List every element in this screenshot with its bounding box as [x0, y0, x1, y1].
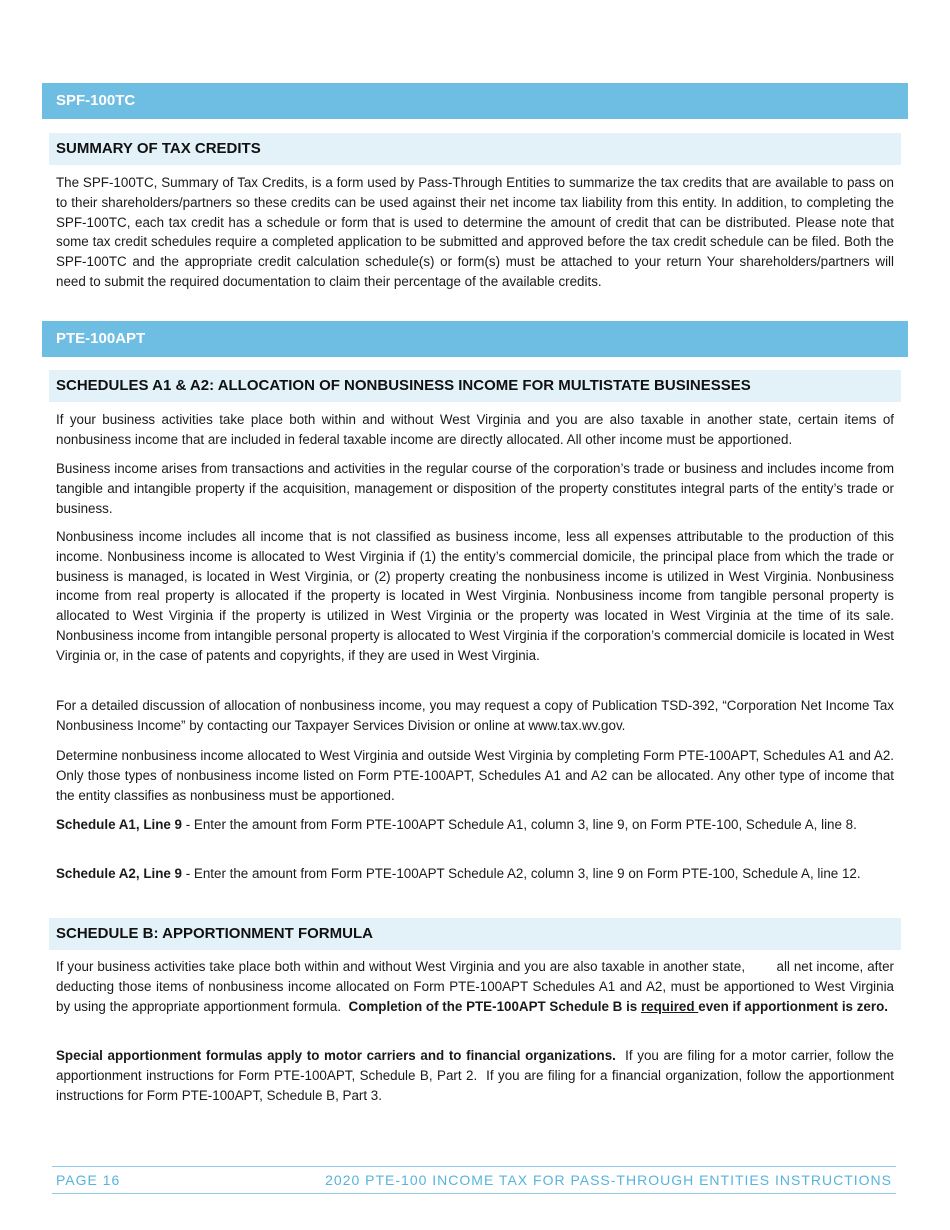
- schedB-1-underline: required: [640, 998, 699, 1014]
- schedule-a1-label: Schedule A1, Line 9: [56, 817, 183, 832]
- paragraph-schedB-1: [56, 957, 898, 1016]
- schedB-2-bold: Special apportionment formulas apply to motor carriers and to financial organizations.: [56, 1048, 616, 1063]
- section-header-pte-100apt: PTE-100APT: [42, 321, 908, 357]
- schedule-a1-text: - Enter the amount from Form PTE-100APT Schedule A1, column 3, line 9, on Form PTE-100, Schedule A, line 8.: [182, 817, 857, 832]
- heading-summary-of-tax-credits: SUMMARY OF TAX CREDITS: [49, 133, 901, 165]
- heading-schedules-a1-a2: SCHEDULES A1 & A2: ALLOCATION OF NONBUSINESS INCOME FOR MULTISTATE BUSINESSES: [49, 370, 901, 402]
- paragraph-schedA-5: Determine nonbusiness income allocated to West Virginia and outside West Virginia by completing Form PTE-100APT, Schedules A1 and A2. Only those types of nonbusiness income listed on Form PTE-100APT, Schedules A1 and A2 can be allocated. Any other type of income that the entity classifies as nonbusiness must be apportioned.: [56, 748, 894, 803]
- paragraph-schedB-2: [56, 1046, 898, 1105]
- paragraph-summary-body: The SPF-100TC, Summary of Tax Credits, is a form used by Pass-Through Entities to summarize the tax credits that are available to pass on to their shareholders/partners so these credits can be used against their net income tax liability from this entity. In addition, to completing the SPF-100TC, each tax credit has a schedule or form that is used to determine the amount of credit that can be distributed. Please note that some tax credit schedules require a completed application to be submitted and approved before the tax credit schedule can be filed. Both the SPF-100TC and the appropriate credit calculation schedule(s) or form(s) must be attached to your return Your shareholders/partners will need to submit the required documentation to claim their percentage of the available credits.: [56, 175, 894, 289]
- heading-schedule-b: SCHEDULE B: APPORTIONMENT FORMULA: [49, 918, 901, 950]
- paragraph-schedA-3: Nonbusiness income includes all income that is not classified as business income, less all expenses attributable to the production of this income. Nonbusiness income is allocated to West Virginia if (1) the entity’s commercial domicile, the principal place from which the trade or business is managed, is located in West Virginia, or (2) property creating the nonbusiness income is utilized in West Virginia. Nonbusiness income from real property is allocated if the property is located in West Virginia. Nonbusiness income from tangible personal property is allocated to West Virginia if the property is utilized in West Virginia or the property was located in West Virginia at the time of its sale. Nonbusiness income from intangible personal property is allocated to West Virginia if the corporation’s commercial domicile is located in West Virginia or, in the case of patents and copyrights, if they are used in West Virginia.: [56, 529, 894, 663]
- paragraph-schedA-2: Business income arises from transactions and activities in the regular course of the corporation’s trade or business and includes income from tangible and intangible property if the acquisition, management or disposition of the property constitutes integral parts of the entity’s trade or business.: [56, 461, 894, 516]
- paragraph-schedA-1: If your business activities take place both within and without West Virginia and you are also taxable in another state, certain items of nonbusiness income that are included in federal taxable income are directly allocated. All other income must be apportioned.: [56, 412, 894, 447]
- schedB-2-text: If you are filing for a motor carrier, follow the apportionment instructions for Form PTE-100APT, Schedule B, Part 2. If you are filing for a financial organization, follow the apportionment instructions for Form PTE-100APT, Schedule B, Part 3.: [56, 1048, 898, 1103]
- footer-rule-bottom: [52, 1193, 896, 1194]
- footer-rule-top: [52, 1166, 896, 1167]
- paragraph-schedule-a1-line-9: [56, 815, 894, 835]
- schedule-a2-text: - Enter the amount from Form PTE-100APT Schedule A2, column 3, line 9 on Form PTE-100, Schedule A, line 12.: [182, 866, 861, 881]
- section-header-spf-100tc: SPF-100TC: [42, 83, 908, 119]
- footer-document-title: 2020 PTE-100 INCOME TAX FOR PASS-THROUGH ENTITIES INSTRUCTIONS: [325, 1172, 892, 1188]
- footer-page-number: PAGE 16: [56, 1172, 121, 1188]
- schedB-1-bold: Completion of the PTE-100APT Schedule B is: [348, 998, 641, 1014]
- paragraph-schedule-a2-line-9: [56, 864, 894, 884]
- paragraph-schedA-4: For a detailed discussion of allocation of nonbusiness income, you may request a copy of Publication TSD-392, “Corporation Net Income Tax Nonbusiness Income” by contacting our Taxpayer Services Division or online at www.tax.wv.gov.: [56, 698, 894, 733]
- schedB-1-bold-end: even if apportionment is zero.: [698, 998, 888, 1014]
- schedB-1-text: If your business activities take place both within and without West Virginia and you are also taxable in another state, all net income, after deducting those items of nonbusiness income allocated on Form PTE-100APT Schedules A1 and A2, must be apportioned to West Virginia by using the appropriate apportionment formula.: [56, 959, 898, 1014]
- schedule-a2-label: Schedule A2, Line 9: [56, 866, 183, 881]
